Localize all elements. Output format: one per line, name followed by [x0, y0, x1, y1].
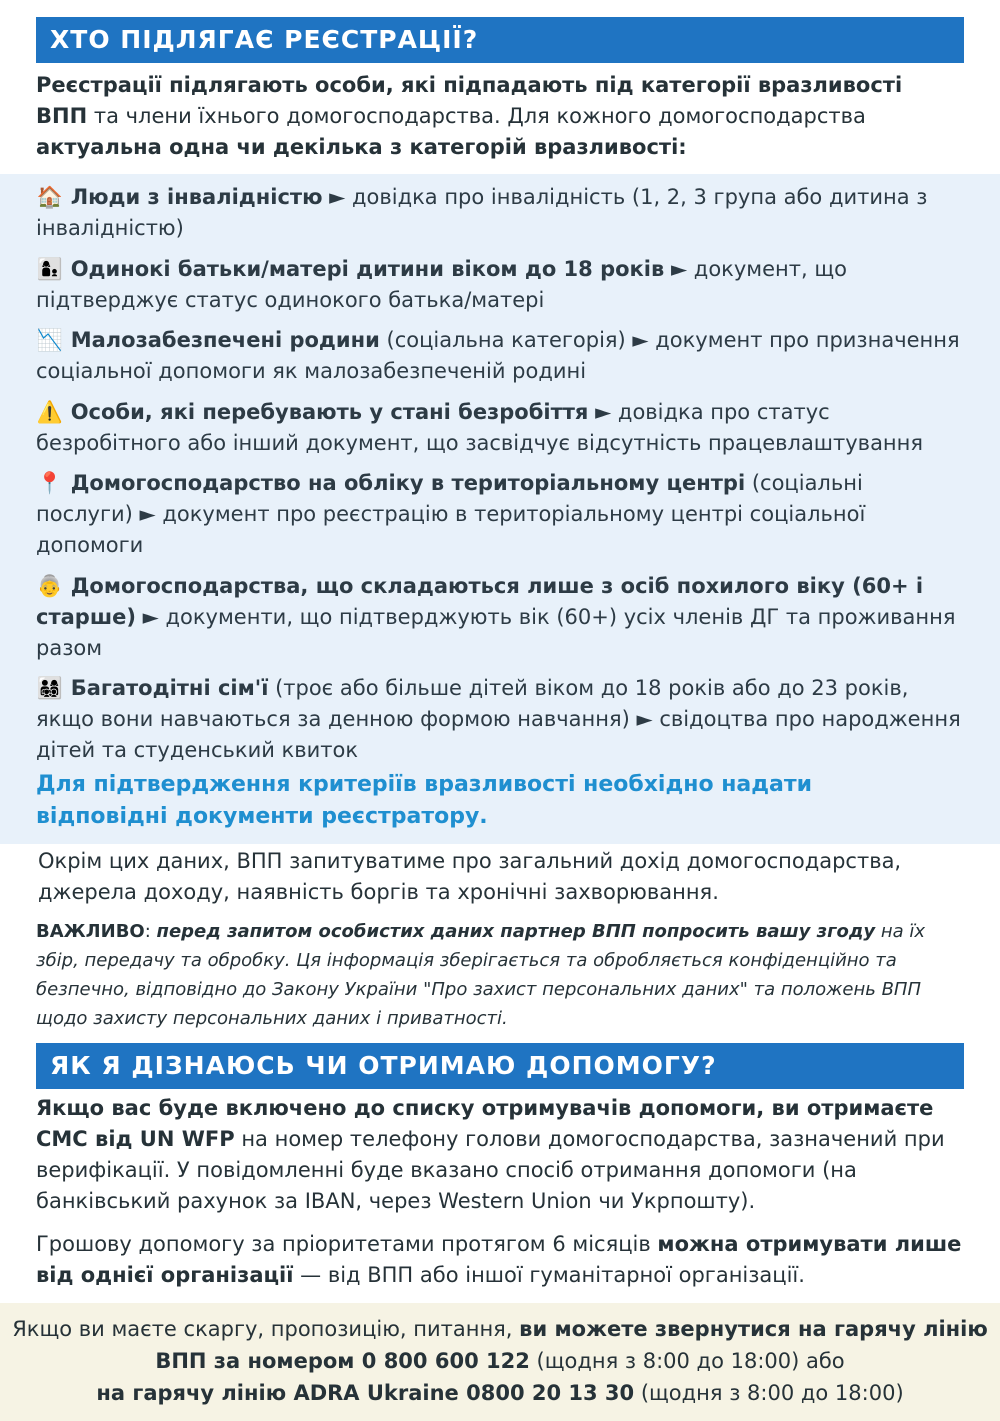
sms-bold: Якщо вас буде включено до списку отримувачів допомоги, ви отримаєте СМС від UN WFP [36, 1096, 934, 1151]
priority-bold: можна отримувати лише від однієї організації [36, 1232, 962, 1287]
category-description: (соціальні послуги) ► документ про реєстрацію в територіальному центрі соціальної допомоги [36, 471, 866, 557]
category-single-parents [36, 254, 964, 316]
adra-hotline-hours: (щодня з 8:00 до 18:00) [634, 1381, 904, 1405]
priority-text-1: Грошову допомогу за пріоритетами протягом 6 місяців [36, 1232, 658, 1256]
family-icon: 👨‍👩‍👧‍👦 [36, 676, 64, 700]
house-icon: 🏠 [36, 185, 64, 209]
category-large-families [36, 673, 964, 766]
category-low-income [36, 325, 964, 387]
important-notice [36, 917, 966, 1033]
category-title: Одинокі батьки/матері дитини віком до 18 років [70, 257, 665, 281]
important-privacy-text: на їх збір, передачу та обробку. Ця інформація зберігається та обробляється конфіденційно та безпечно, відповідно до Закону України "Про захист персональних даних" та положень ВПП щодо захисту персональних даних і приватності. [36, 921, 926, 1029]
single-parent-icon: 👩‍👦 [36, 257, 64, 281]
category-elderly-households [36, 571, 964, 664]
documents-required-note: Для підтвердження критеріїв вразливості необхідно надати відповідні документи реєстратору. [36, 772, 813, 829]
category-description: ► документи, що підтверджують вік (60+) усіх членів ДГ та проживання разом [36, 605, 956, 660]
category-disability [36, 182, 964, 244]
category-title: Малозабезпечені родини [70, 328, 380, 352]
sms-notification-paragraph [36, 1093, 966, 1217]
category-title: Домогосподарство на обліку в територіальному центрі [70, 471, 746, 495]
category-unemployed [36, 397, 964, 459]
adra-hotline: на гарячу лінію ADRA Ukraine 0800 20 13 30 [96, 1381, 635, 1405]
hotline-contacts [0, 1313, 1000, 1409]
section-heading-how-to-know: ЯК Я ДІЗНАЮСЬ ЧИ ОТРИМАЮ ДОПОМОГУ? [36, 1043, 964, 1089]
important-label: ВАЖЛИВО [36, 921, 145, 942]
category-title: Люди з інвалідністю [70, 185, 323, 209]
wfp-hotline-hours: (щодня з 8:00 до 18:00) або [529, 1349, 845, 1373]
section-heading-who-registers: ХТО ПІДЛЯГАЄ РЕЄСТРАЦІЇ? [36, 17, 964, 63]
category-title: Домогосподарства, що складаються лише з осіб похилого віку (60+ і старше) [36, 574, 924, 629]
warning-icon: ⚠️ [36, 400, 64, 424]
older-person-icon: 👵 [36, 574, 64, 598]
important-consent-bold: перед запитом особистих даних партнер ВПП попросить вашу згоду [156, 921, 876, 942]
category-description: ► довідка про інвалідність (1, 2, 3 група або дитина з інвалідністю) [36, 185, 928, 240]
category-territorial-center [36, 468, 964, 561]
intro-bold-1: Реєстрації підлягають особи, які підпадають під категорії вразливості ВПП [36, 73, 903, 128]
category-description: ► документ, що підтверджує статус одинокого батька/матері [36, 257, 847, 312]
priority-text-2: — від ВПП або іншої гуманітарної організації. [293, 1263, 805, 1287]
single-organization-paragraph [36, 1229, 966, 1291]
wfp-hotline: ви можете звернутися на гарячу лінію ВПП за номером 0 800 600 122 [155, 1317, 988, 1373]
additional-data-paragraph: Окрім цих даних, ВПП запитуватиме про загальний дохід домогосподарства, джерела доходу, наявність боргів та хронічні захворювання. [38, 849, 902, 904]
chart-decreasing-icon: 📉 [36, 328, 64, 352]
category-description: ► довідка про статус безробітного або інший документ, що засвідчує відсутність працевлаштування [36, 400, 924, 455]
category-title: Багатодітні сім'ї [70, 676, 269, 700]
footer-text-1: Якщо ви маєте скаргу, пропозицію, питання, [12, 1317, 520, 1341]
pin-icon: 📍 [36, 471, 64, 495]
category-title: Особи, які перебувають у стані безробіття [70, 400, 589, 424]
important-separator: : [144, 921, 157, 942]
intro-paragraph [36, 70, 956, 163]
intro-bold-2: актуальна одна чи декілька з категорій вразливості: [36, 135, 687, 159]
category-description: (соціальна категорія) ► документ про призначення соціальної допомоги як малозабезпеченій родині [36, 328, 960, 383]
intro-text-1: та члени їхнього домогосподарства. Для кожного домогосподарства [87, 104, 866, 128]
sms-text: на номер телефону голови домогосподарства, зазначений при верифікації. У повідомленні буде вказано спосіб отримання допомоги (на банківський рахунок за IBAN, через Western Union чи Укрпошту). [36, 1127, 945, 1213]
category-description: (троє або більше дітей віком до 18 років або до 23 років, якщо вони навчаються за денною формою навчання) ► свідоцтва про народження дітей та студенський квиток [36, 676, 961, 762]
